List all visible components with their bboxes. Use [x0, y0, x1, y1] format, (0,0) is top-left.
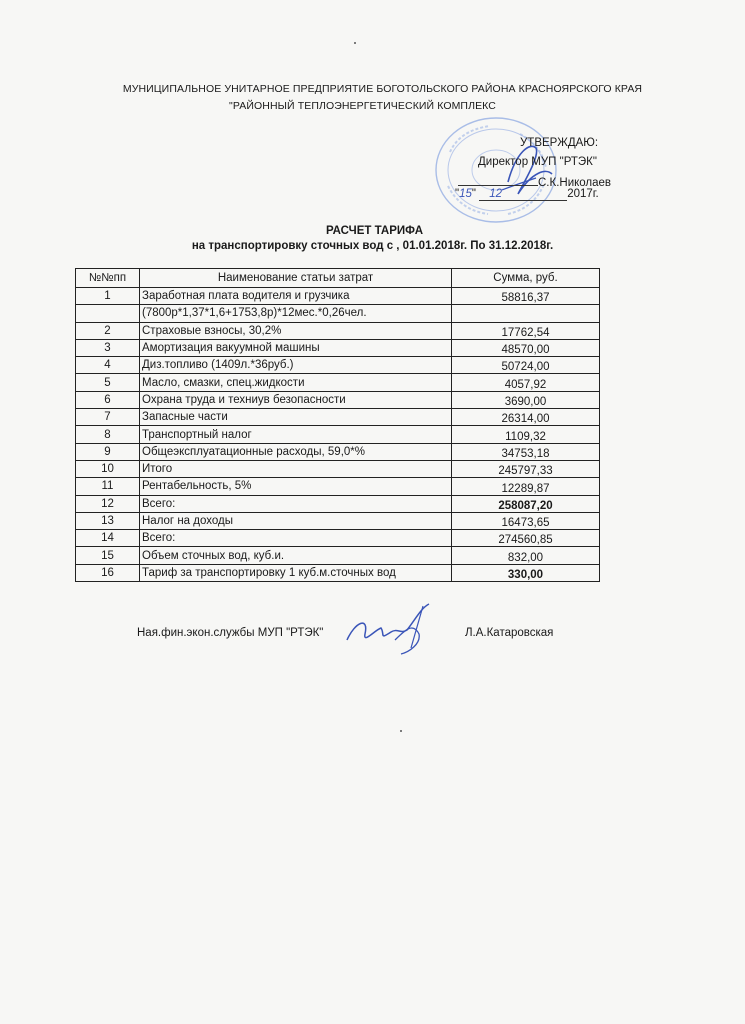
row-amount: 832,00	[452, 547, 600, 564]
table-row	[76, 288, 600, 305]
scan-speck	[400, 730, 402, 732]
round-stamp-icon	[420, 112, 568, 230]
row-item-name: Транспортный налог	[140, 426, 452, 443]
table-row	[76, 322, 600, 339]
row-amount: 12289,87	[452, 478, 600, 495]
table-body	[76, 288, 600, 582]
approval-director-name: С.К.Николаев	[538, 177, 612, 189]
row-item-name: Охрана труда и техниув безопасности	[140, 391, 452, 408]
row-number	[76, 305, 140, 322]
row-item-name: Страховые взносы, 30,2%	[140, 322, 452, 339]
table-row	[76, 495, 600, 512]
approval-position: Директор МУП "РТЭК"	[478, 156, 597, 168]
row-number: 5	[76, 374, 140, 391]
table-row	[76, 426, 600, 443]
signature-icon	[335, 600, 445, 660]
table-row	[76, 409, 600, 426]
table-row	[76, 443, 600, 460]
date-month: 12	[479, 188, 567, 201]
document-subtitle: на транспортировку сточных вод с , 01.01.2018г. По 31.12.2018г.	[191, 240, 554, 252]
footer-name: Л.А.Катаровская	[465, 627, 554, 639]
row-item-name: Объем сточных вод, куб.и.	[140, 547, 452, 564]
approval-date	[455, 188, 599, 201]
row-number: 15	[76, 547, 140, 564]
row-item-name: Рентабельность, 5%	[140, 478, 452, 495]
row-number: 9	[76, 443, 140, 460]
row-item-name: Налог на доходы	[140, 512, 452, 529]
table-row	[76, 460, 600, 477]
row-number: 16	[76, 564, 140, 581]
row-amount: 26314,00	[452, 409, 600, 426]
row-item-name: Диз.топливо (1409л.*36руб.)	[140, 357, 452, 374]
row-amount: 274560,85	[452, 530, 600, 547]
approval-signature-line	[458, 175, 611, 189]
row-number: 10	[76, 460, 140, 477]
row-item-name: Всего:	[140, 530, 452, 547]
header-item-name: Наименование статьи затрат	[140, 269, 452, 288]
row-amount: 34753,18	[452, 443, 600, 460]
row-amount	[452, 305, 600, 322]
table-row	[76, 478, 600, 495]
row-number: 2	[76, 322, 140, 339]
cost-table	[75, 268, 600, 582]
row-number: 14	[76, 530, 140, 547]
row-number: 6	[76, 391, 140, 408]
scan-speck	[354, 42, 356, 44]
row-amount: 245797,33	[452, 460, 600, 477]
row-item-name: (7800р*1,37*1,6+1753,8р)*12мес.*0,26чел.	[140, 305, 452, 322]
signature-underline	[458, 175, 538, 186]
row-item-name: Масло, смазки, спец.жидкости	[140, 374, 452, 391]
org-name-line2: "РАЙОННЫЙ ТЕПЛОЭНЕРГЕТИЧЕСКИЙ КОМПЛЕКС	[229, 100, 496, 112]
row-amount: 48570,00	[452, 339, 600, 356]
row-amount: 1109,32	[452, 426, 600, 443]
row-amount: 50724,00	[452, 357, 600, 374]
row-number: 4	[76, 357, 140, 374]
row-item-name: Заработная плата водителя и грузчика	[140, 288, 452, 305]
row-number: 11	[76, 478, 140, 495]
table-row	[76, 547, 600, 564]
row-item-name: Тариф за транспортировку 1 куб.м.сточных вод	[140, 564, 452, 581]
row-number: 1	[76, 288, 140, 305]
header-amount: Сумма, руб.	[452, 269, 600, 288]
date-quote-close: "	[471, 188, 476, 200]
table-row	[76, 339, 600, 356]
table-row	[76, 512, 600, 529]
row-item-name: Общеэксплуатационные расходы, 59,0*%	[140, 443, 452, 460]
footer-position: Ная.фин.экон.службы МУП "РТЭК"	[137, 627, 324, 639]
date-day: 15	[459, 188, 472, 200]
date-quote-open: "	[455, 188, 460, 200]
row-item-name: Итого	[140, 460, 452, 477]
table-row	[76, 374, 600, 391]
document-title: РАСЧЕТ ТАРИФА	[325, 225, 424, 237]
table-row	[76, 305, 600, 322]
row-amount: 4057,92	[452, 374, 600, 391]
row-number: 3	[76, 339, 140, 356]
table-header-row	[76, 269, 600, 288]
table-row	[76, 530, 600, 547]
row-number: 13	[76, 512, 140, 529]
date-year: 2017г.	[567, 188, 599, 200]
row-amount: 58816,37	[452, 288, 600, 305]
table-row	[76, 564, 600, 581]
row-amount: 16473,65	[452, 512, 600, 529]
row-item-name: Амортизация вакуумной машины	[140, 339, 452, 356]
row-number: 7	[76, 409, 140, 426]
row-amount: 17762,54	[452, 322, 600, 339]
table-row	[76, 391, 600, 408]
row-item-name: Запасные части	[140, 409, 452, 426]
header-number: №№пп	[76, 269, 140, 288]
row-item-name: Всего:	[140, 495, 452, 512]
row-number: 12	[76, 495, 140, 512]
row-amount: 3690,00	[452, 391, 600, 408]
row-number: 8	[76, 426, 140, 443]
approval-label: УТВЕРЖДАЮ:	[520, 137, 599, 149]
row-amount: 258087,20	[452, 495, 600, 512]
org-name-line1: МУНИЦИПАЛЬНОЕ УНИТАРНОЕ ПРЕДПРИЯТИЕ БОГОТОЛЬСКОГО РАЙОНА КРАСНОЯРСКОГО КРАЯ	[122, 83, 643, 95]
table-row	[76, 357, 600, 374]
row-amount: 330,00	[452, 564, 600, 581]
